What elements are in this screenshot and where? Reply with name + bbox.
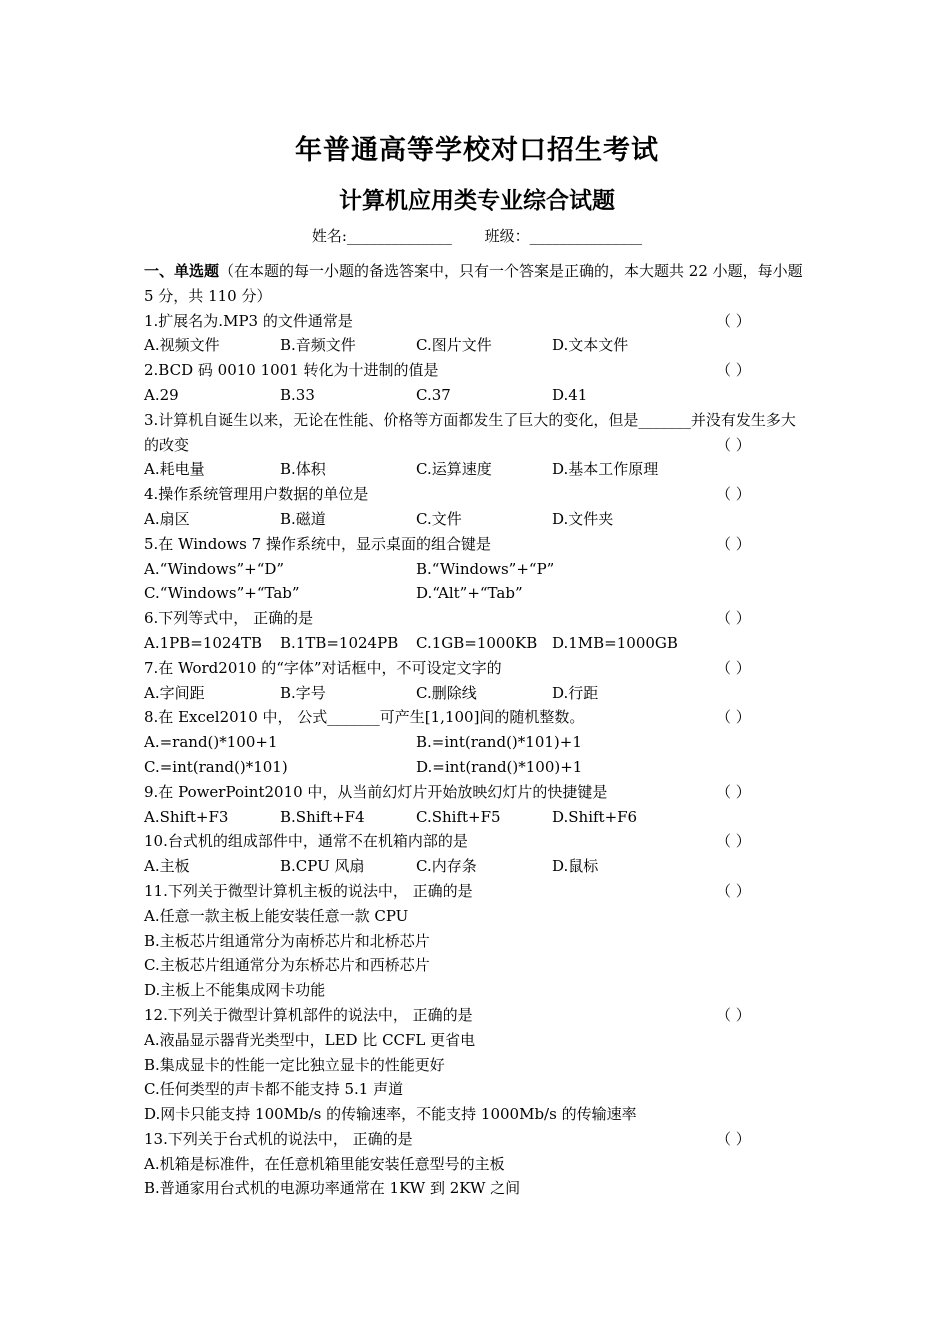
answer-option: B.Shift+F4 — [280, 807, 365, 826]
answer-option: B.体积 — [280, 460, 326, 479]
answer-blank: （ ） — [716, 609, 751, 628]
answer-option: C.Shift+F5 — [416, 807, 501, 826]
option-row — [144, 854, 810, 879]
section-description: （在本题的每一小题的备选答案中，只有一个答案是正确的，本大题共 22 小题，每小题 5 分，共 110 分） — [144, 262, 803, 305]
option-row — [144, 333, 810, 358]
question-text: 13.下列关于台式机的说法中， 正确的是 — [144, 1129, 413, 1148]
question-text: 12.下列关于微型计算机部件的说法中， 正确的是 — [144, 1005, 473, 1024]
answer-option: D.1MB=1000GB — [552, 633, 678, 652]
answer-option: A.=rand()*100+1 — [144, 733, 278, 752]
question-stem — [144, 358, 810, 383]
question-text: 7.在 Word2010 的“字体”对话框中，不可设定文字的 — [144, 658, 502, 677]
answer-option: D.41 — [552, 385, 588, 404]
answer-blank: （ ） — [716, 708, 751, 727]
answer-option: C.=int(rand()*101) — [144, 757, 288, 776]
answer-blank: （ ） — [716, 658, 751, 677]
question-stem — [144, 1003, 810, 1028]
question-stem — [144, 656, 810, 681]
answer-option: B.=int(rand()*101)+1 — [416, 733, 582, 752]
answer-option: A.“Windows”+“D” — [144, 559, 285, 578]
answer-option: B.CPU 风扇 — [280, 857, 365, 876]
answer-option: A.Shift+F3 — [144, 807, 229, 826]
answer-option: B.磁道 — [280, 509, 326, 528]
option-row — [144, 755, 810, 780]
answer-option: C.“Windows”+“Tab” — [144, 584, 300, 603]
answer-option: C.删除线 — [416, 683, 477, 702]
answer-option: D.=int(rand()*100)+1 — [416, 757, 583, 776]
answer-blank: （ ） — [716, 832, 751, 851]
option-row — [144, 557, 810, 582]
answer-option: C.图片文件 — [416, 336, 492, 355]
answer-option: D.鼠标 — [552, 857, 599, 876]
option-row — [144, 631, 810, 656]
question-text: 9.在 PowerPoint2010 中，从当前幻灯片开始放映幻灯片的快捷键是 — [144, 782, 608, 801]
answer-blank: （ ） — [716, 534, 751, 553]
answer-option: C.运算速度 — [416, 460, 492, 479]
option-row — [144, 805, 810, 830]
option-row — [144, 383, 810, 408]
question-text: 1.扩展名为.MP3 的文件通常是 — [144, 311, 353, 330]
answer-option: B.主板芯片组通常分为南桥芯片和北桥芯片 — [144, 931, 430, 950]
answer-option: B.“Windows”+“P” — [416, 559, 555, 578]
option-row — [144, 681, 810, 706]
answer-blank: （ ） — [716, 485, 751, 504]
name-field-label: 姓名:______________ — [311, 227, 452, 245]
answer-option: B.字号 — [280, 683, 326, 702]
question-stem — [144, 482, 810, 507]
answer-blank: （ ） — [716, 1129, 751, 1148]
answer-option: A.主板 — [144, 857, 190, 876]
question-stem — [144, 532, 810, 557]
option-row — [144, 581, 810, 606]
answer-option: B.音频文件 — [280, 336, 356, 355]
question-text: 10.台式机的组成部件中，通常不在机箱内部的是 — [144, 832, 468, 851]
answer-option: D.行距 — [552, 683, 599, 702]
answer-blank: （ ） — [716, 881, 751, 900]
answer-option: D.主板上不能集成网卡功能 — [144, 981, 326, 1000]
answer-option: A.液晶显示器背光类型中，LED 比 CCFL 更省电 — [144, 1030, 476, 1049]
answer-option: D.网卡只能支持 100Mb/s 的传输速率，不能支持 1000Mb/s 的传输速率 — [144, 1105, 637, 1124]
answer-option: C.内存条 — [416, 857, 477, 876]
answer-option: D.“Alt”+“Tab” — [416, 584, 523, 603]
answer-blank: （ ） — [716, 1005, 751, 1024]
answer-option: D.基本工作原理 — [552, 460, 659, 479]
answer-option: C.1GB=1000KB — [416, 633, 538, 652]
student-info-line — [144, 224, 810, 248]
exam-subtitle: 计算机应用类专业综合试题 — [339, 188, 615, 214]
question-stem — [144, 1127, 810, 1152]
section-heading — [144, 259, 810, 309]
question-stem — [144, 829, 810, 854]
question-area — [144, 259, 810, 1201]
question-text: 11.下列关于微型计算机主板的说法中， 正确的是 — [144, 881, 473, 900]
answer-option: B.1TB=1024PB — [280, 633, 399, 652]
answer-option: A.耗电量 — [144, 460, 205, 479]
answer-option: C.文件 — [416, 509, 462, 528]
question-list — [144, 309, 810, 1202]
answer-option: C.主板芯片组通常分为东桥芯片和西桥芯片 — [144, 956, 430, 975]
question-stem — [144, 879, 810, 904]
question-text: 3.计算机自诞生以来，无论在性能、价格等方面都发生了巨大的变化，但是_______并没有发生多大的改变 — [144, 410, 796, 454]
answer-option: B.集成显卡的性能一定比独立显卡的性能更好 — [144, 1055, 445, 1074]
answer-blank: （ ） — [716, 311, 751, 330]
answer-option: D.文本文件 — [552, 336, 629, 355]
question-text: 4.操作系统管理用户数据的单位是 — [144, 485, 369, 504]
exam-title: 年普通高等学校对口招生考试 — [295, 135, 659, 166]
answer-option: D.文件夹 — [552, 509, 614, 528]
answer-option: D.Shift+F6 — [552, 807, 638, 826]
question-text: 6.下列等式中， 正确的是 — [144, 609, 314, 628]
option-row — [144, 507, 810, 532]
question-stem — [144, 780, 810, 805]
answer-option: A.任意一款主板上能安装任意一款 CPU — [144, 906, 409, 925]
class-field-label: 班级：_______________ — [484, 227, 643, 245]
answer-option: A.1PB=1024TB — [144, 633, 263, 652]
question-stem — [144, 705, 810, 730]
question-stem — [144, 606, 810, 631]
answer-option: B.33 — [280, 385, 315, 404]
answer-option: C.37 — [416, 385, 451, 404]
answer-blank: （ ） — [716, 361, 751, 380]
question-text: 5.在 Windows 7 操作系统中，显示桌面的组合键是 — [144, 534, 491, 553]
answer-option: A.29 — [144, 385, 179, 404]
answer-blank: （ ） — [716, 782, 751, 801]
question-stem — [144, 408, 810, 458]
option-row — [144, 730, 810, 755]
option-row — [144, 457, 810, 482]
answer-option: A.扇区 — [144, 509, 190, 528]
question-text: 2.BCD 码 0010 1001 转化为十进制的值是 — [144, 361, 439, 380]
answer-option: A.机箱是标准件，在任意机箱里能安装任意型号的主板 — [144, 1154, 505, 1173]
question-text: 8.在 Excel2010 中， 公式_______可产生[1,100]间的随机整数。 — [144, 708, 585, 727]
question-stem — [144, 309, 810, 334]
answer-option: A.视频文件 — [144, 336, 220, 355]
section-title: 一、单选题 — [144, 262, 220, 280]
answer-option: A.字间距 — [144, 683, 205, 702]
answer-blank: （ ） — [716, 435, 751, 454]
answer-option: B.普通家用台式机的电源功率通常在 1KW 到 2KW 之间 — [144, 1179, 521, 1198]
answer-option: C.任何类型的声卡都不能支持 5.1 声道 — [144, 1080, 404, 1099]
